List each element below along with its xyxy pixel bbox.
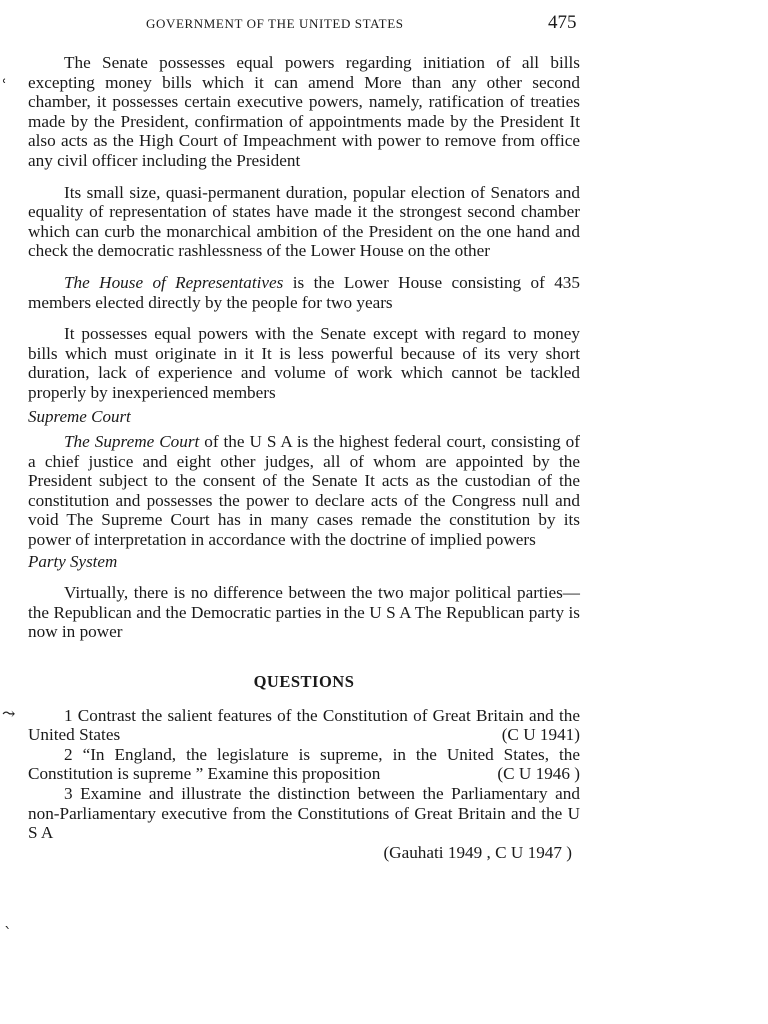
term-house-of-representatives: The House of Representatives — [64, 272, 284, 292]
subhead-supreme-court: Supreme Court — [28, 406, 131, 426]
question-citation: (Gauhati 1949 , C U 1947 ) — [383, 842, 572, 862]
page-number: 475 — [548, 12, 577, 33]
paragraph-house-text: is the Lower House consisting of 435 members elected directly by the people for two years — [28, 272, 580, 312]
running-head: GOVERNMENT OF THE UNITED STATES — [146, 16, 404, 31]
paragraph-senate-strength: Its small size, quasi-permanent duration, popular election of Senators and equality of representation of states have made it the strongest second chamber which can curb the monarchical ambition of the President on the one hand and check the democratic rashlessness of the Lower House on the other — [28, 182, 580, 261]
paragraph-supreme-court — [28, 432, 580, 550]
paragraph-party-system: Virtually, there is no difference between the two major political parties—the Republican and the Democratic parties in the U S A The Republican party is now in power — [28, 583, 580, 642]
question-citation: (C U 1941) — [501, 725, 580, 745]
margin-mark: ʿ — [2, 76, 7, 95]
question-citation: (C U 1946 ) — [497, 764, 580, 784]
paragraph-house-powers: It possesses equal powers with the Senate except with regard to money bills which must originate in it It is less powerful because of its very short duration, lack of experience and volume of work which cannot be tackled properly by inexperienced members — [28, 324, 580, 402]
question-item — [28, 706, 580, 745]
question-item — [28, 745, 580, 784]
questions-heading: QUESTIONS — [253, 672, 355, 692]
paragraph-house — [28, 273, 580, 312]
margin-mark: ⤳ — [2, 704, 16, 723]
paragraph-senate-powers: The Senate possesses equal powers regarding initiation of all bills excepting money bills which it can amend More than any other second chamber, it possesses certain executive powers, namely, ratification of treaties made by the President, confirmation of appointments made by the President It also acts as the High Court of Impeachment with power to remove from office any civil officer including the President — [28, 53, 580, 170]
question-text: 2 “In England, the legislature is supreme, in the United States, the Constitution is supreme ” Examine this proposition — [28, 744, 580, 784]
paragraph-supreme-court-text: of the U S A is the highest federal court, consisting of a chief justice and eight other judges, all of whom are appointed by the President subject to the consent of the Senate It acts as the custodian of the constitution and possesses the power to declare acts of the Congress null and void The Supreme Court has in many cases remade the constitution by its power of interpretation in accordance with the doctrine of implied powers — [28, 432, 580, 550]
body-text — [28, 53, 580, 862]
question-text: 3 Examine and illustrate the distinction between the Parliamentary and non-Parliamentary executive from the Constitutions of Great Britain and the U S A — [28, 784, 580, 843]
question-text: 1 Contrast the salient features of the Constitution of Great Britain and the United States — [28, 705, 580, 745]
margin-mark: ˋ — [4, 924, 12, 943]
question-item — [28, 784, 580, 843]
page-header — [0, 12, 768, 42]
term-supreme-court: The Supreme Court — [64, 432, 200, 452]
subhead-party-system: Party System — [28, 551, 118, 571]
question-list — [28, 706, 580, 863]
